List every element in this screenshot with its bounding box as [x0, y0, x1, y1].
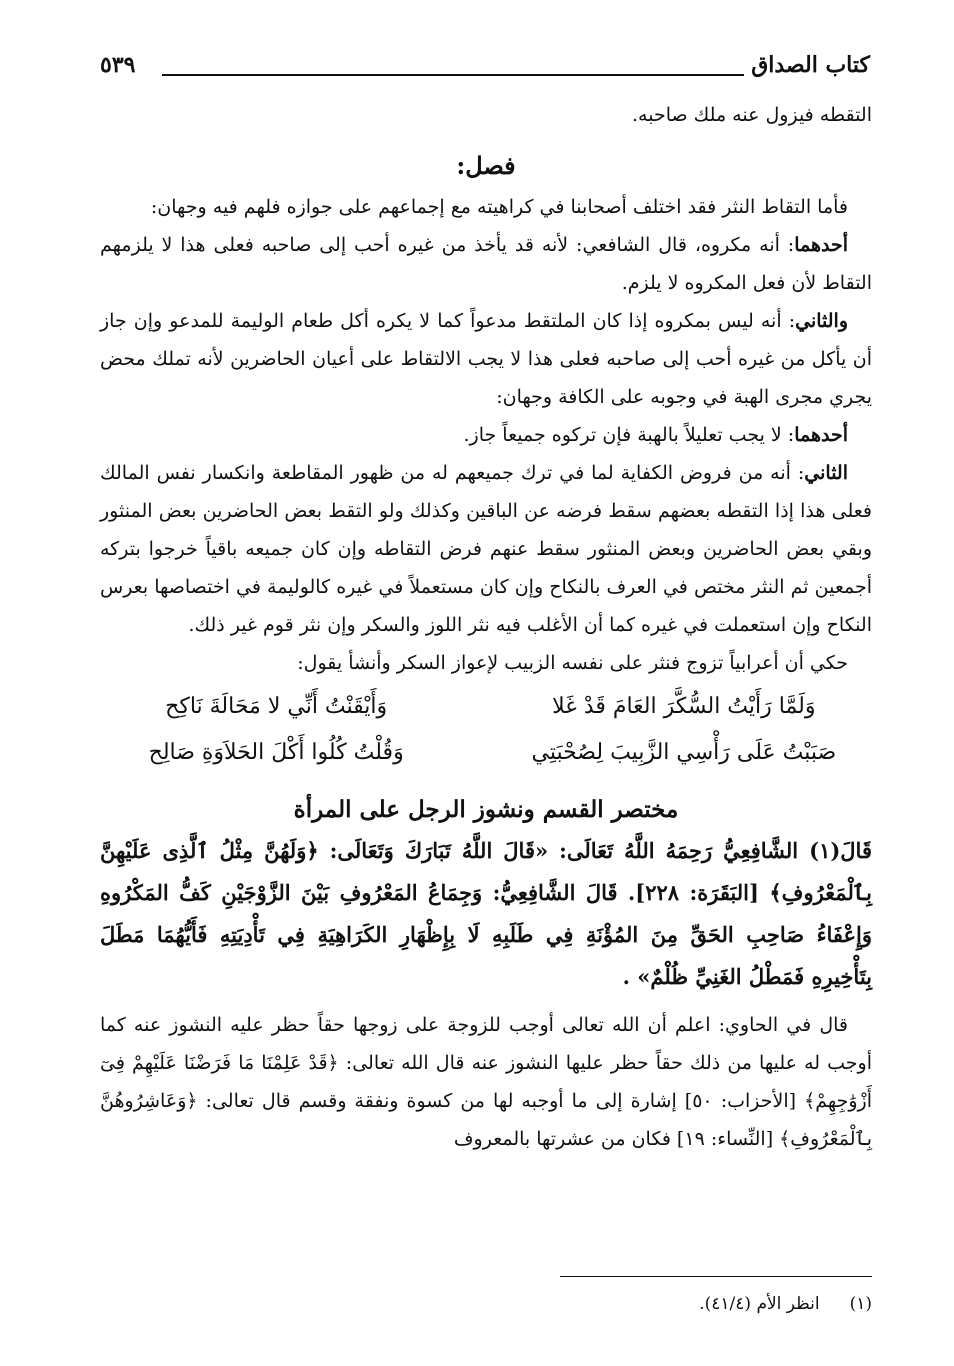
footnote-number: (١) [849, 1294, 872, 1314]
paragraph-term: الثاني [804, 462, 848, 484]
section-heading: فصل: [456, 151, 516, 180]
poem [100, 684, 872, 776]
hemistich: صَبَبْتُ عَلَى رَأْسِي الزَّبِيبَ لِصُحْبَتِي [531, 740, 837, 765]
paragraph-term: والثاني [795, 310, 848, 332]
hemistich: وَقُلْتُ كُلُوا أَكْلَ الحَلاَوَةِ صَالِح [148, 740, 404, 765]
hemistich: وَلَمَّا رَأَيْتُ السُّكَّرَ العَامَ قَدْ غَلا [552, 694, 816, 719]
paragraph-term: أحدهما [794, 424, 848, 446]
footnote-rule [560, 1276, 872, 1277]
running-header [100, 50, 872, 84]
header-rule [162, 74, 744, 76]
book-title: كتاب الصداق [751, 52, 870, 78]
paragraph [100, 416, 872, 454]
paragraph-term: أحدهما [794, 234, 848, 256]
poem-verse [100, 684, 872, 730]
book-page [100, 40, 872, 1340]
paragraph-text: : لا يجب تعليلاً بالهبة فإن تركوه جميعاً جاز. [463, 424, 795, 446]
footnote [699, 1290, 872, 1318]
paragraph [100, 302, 872, 416]
paragraph-text: : أنه مكروه، قال الشافعي: لأنه قد يأخذ من غيره أحب إلى صاحبه فعلى هذا لا يلزمهم التقاط لأن فعل المكروه لا يلزم. [100, 234, 872, 294]
paragraph-text: : أنه من فروض الكفاية لما في ترك جميعهم له من ظهور المقاطعة وانكسار نفس المالك فعلى هذا إذا التقطه بعضهم سقط فرضه عن الباقين وكذلك ولو التقط بعض الحاضرين بعض المنثور وبقي بعض الحاضرين وبعض المنثور سقط عنهم فرض التقاطه وإن كان جميعه باقياً خرجوا بتركه أجمعين ثم النثر مختص في العرف بالنكاح وإن كان مستعملاً في غيره كالوليمة في اختصاصها بعرس النكاح وإن استعملت في غيره كما أن الأغلب فيه نثر اللوز والسكر وإن نثر قوم غير ذلك. [100, 462, 872, 636]
quoted-text: قَالَ(١) الشَّافِعِيُّ رَحِمَهُ اللَّهُ تَعَالَى: «قَالَ اللَّهُ تَبَارَكَ وَتَعَالَى: ﴿وَلَهُنَّ مِثْلُ ٱلَّذِى عَلَيْهِنَّ بِٱلْمَعْرُوفِ﴾ [البَقَرَة: ٢٢٨]. قَالَ الشَّافِعِيُّ: وَجِمَاعُ المَعْرُوفِ بَيْنَ الزَّوْجَيْنِ كَفُّ المَكْرُوهِ وَإِعْفَاءُ صَاحِبِ الحَقِّ مِنَ المُؤْنَةِ فِي طَلَبِهِ لَا بِإِظْهَارِ الكَرَاهِيَةِ فِي تَأْدِيَتِهِ فَأَيُّهُمَا مَطَلَ بِتَأْخِيرِهِ فَمَطْلُ الغَنِيِّ ظُلْمٌ» . [100, 838, 872, 989]
paragraph: فأما التقاط النثر فقد اختلف أصحابنا في كراهيته مع إجماعهم على جوازه فلهم فيه وجهان: [150, 196, 848, 218]
page-number: ٥٣٩ [100, 52, 136, 78]
paragraph-text: : أنه ليس بمكروه إذا كان الملتقط مدعواً كما لا يكره أكل طعام الوليمة للمدعو وإن جاز أن يأكل من غيره أحب إلى صاحبه فعلى هذا لا يجب الالتقاط على أعيان الحاضرين لأنه تملك محض يجري مجرى الهبة في وجوبه على الكافة وجهان: [100, 310, 872, 408]
paragraph [100, 226, 872, 302]
footnote-text: انظر الأم (٤١/٤). [699, 1294, 820, 1314]
poem-verse [100, 730, 872, 776]
paragraph [100, 454, 872, 644]
paragraph: التقطه فيزول عنه ملك صاحبه. [632, 104, 872, 126]
page-body [100, 96, 872, 1158]
chapter-heading: مختصر القسم ونشوز الرجل على المرأة [293, 796, 679, 823]
paragraph: حكي أن أعرابياً تزوج فنثر على نفسه الزبيب لإعواز السكر وأنشأ يقول: [297, 652, 848, 674]
paragraph: قال في الحاوي: اعلم أن الله تعالى أوجب للزوجة على زوجها حقاً حظر عليه النشوز عنه كما أوجب له عليها من ذلك حقاً حظر عليها النشوز عنه قال الله تعالى: ﴿قَدْ عَلِمْنَا مَا فَرَضْنَا عَلَيْهِمْ فِىٓ أَزْوَٰجِهِمْ﴾ [الأحزاب: ٥٠] إشارة إلى ما أوجبه لها من كسوة ونفقة وقسم قال تعالى: ﴿وَعَاشِرُوهُنَّ بِٱلْمَعْرُوفِ﴾ [النِّساء: ١٩] فكان من عشرتها بالمعروف [100, 1014, 873, 1150]
hemistich: وَأَيْقَنْتُ أَنِّي لا مَحَالَةَ نَاكِح [165, 694, 388, 719]
